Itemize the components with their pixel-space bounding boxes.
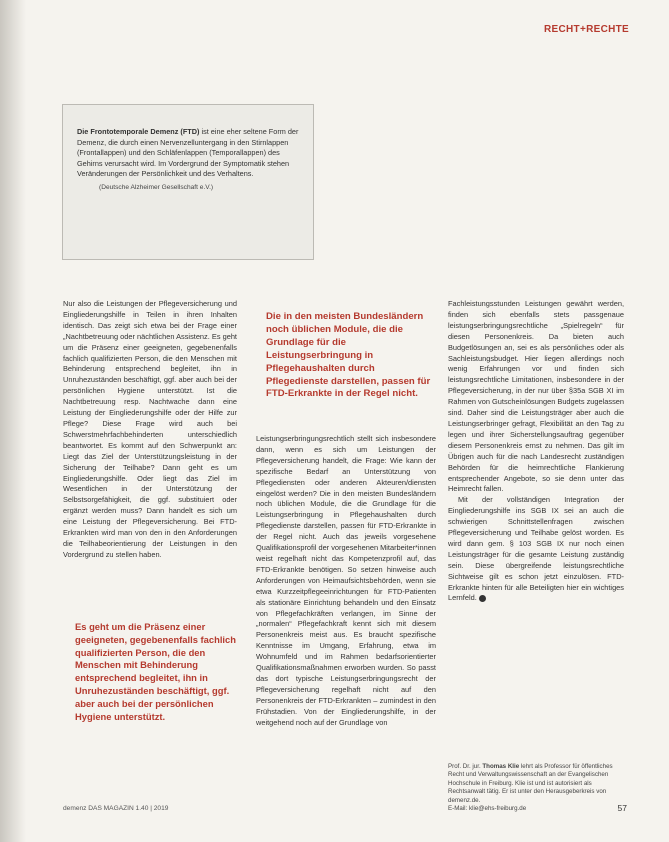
column-2-paragraph: Leistungserbringungsrechtlich stellt sich insbesondere dann, wenn es sich um Leistungen der Pflegeversicherung handelt, die Frage: Wie kann der spezifische Bedarf an Unterstützung von Pflegediensten oder anderen Akteuren/diensten eingelöst werden? Die in den meisten Bundesländern noch üblichen Module, die die Grundlage für die Leistungserbringung in Pflegehaushalten durch Pflegedienste darstellen, passen für FTD-Erkrankte in der Regel nicht. Auch das jeweils vorgesehene Qualifikationsprofil der vorgesehenen Mitarbeiter*innen weist regelhaft nicht das Kompetenzprofil auf, das FTD-Erkrankte benötigen. So setzen hinweise auch Anforderungen von Heimaufsichtsbehörden, wenn sie etwa Kurzzeitpflegeeinrichtungen für FTD-Patienten als stationäre Einrichtung behandeln und den Einsatz von Pflegefachkräften verlangen, im Sinne der „normalen“ Pflegefachkraft kennt sich mit diesem Personenkreis meist aus. Es braucht spezifische Kenntnisse im Umgang, Erfahrung, etwa im Wohnumfeld und im Rahmen bedarfsorientierter Qualifikationsmaßnahmen erworben wurden. So passt das dort typische Leistungserbringungsrecht der Pflegeversicherung regelhaft nicht auf den Personenkreis der FTD-Erkrankten – zumindest in den Frühstadien. Von der Eingliederungshilfe, in der weitgehend noch auf der Grundlage von — [256, 434, 436, 727]
author-lead: Prof. Dr. jur. — [448, 763, 483, 770]
section-label-right: RECHTE — [586, 24, 629, 35]
author-bio: lehrt als Professor für öffentliches Recht und Verwaltungswissenschaft an der Evangelischen Hochschule in Freiburg. Klie ist und ist autorisiert als Rechtsanwalt tätig. Er ist unter den Herausgeberkreis von demenz.de. — [448, 763, 613, 804]
author-name: Thomas Klie — [482, 763, 520, 770]
pull-quote-2: Es geht um die Präsenz einer geeigneten, gegebenenfalls fachlich qualifizierten Person, die den Menschen mit Behinderung entsprechend begleitet, ihn in Unruhezuständen beschäftigt, ggf. aber auch bei der persönlichen Hygiene unterstützt. — [75, 621, 236, 722]
text-column-2 — [256, 434, 436, 728]
column-3-paragraph-2-text: Mit der vollständigen Integration der Eingliederungshilfe ins SGB IX sei an auch die schwierigen Schnittstellenfragen zwischen Pflegeversicherung und Teilhabe gelöst worden. Es wird dann gem. § 103 SGB IX nur noch einen Leistungsträger für die gesamte Leistung zuständig sein. Diese übergreifende leistungsrechtliche Sichtweise gilt es schon jetzt einzulösen. FTD-Erkrankte hinten für alle Beteiligten hier ein wichtiges Lernfeld. — [448, 495, 624, 603]
definition-text — [77, 127, 303, 180]
page-gutter-shadow — [0, 0, 26, 842]
text-column-3 — [448, 299, 624, 604]
page-number: 57 — [617, 803, 627, 813]
column-1-paragraph: Nur also die Leistungen der Pflegeversicherung und Eingliederungshilfe in Teilen in ihren Inhalten identisch. Das zeigt sich etwa bei der Frage einer „Nachtbetreuung oder nächtlichen Assistenz. Es geht um die Präsenz einer geeigneten, gegebenenfalls fachlich qualifizierten Person, die den Menschen mit Behinderung entsprechend begleitet, ihn in Unruhezuständen beschäftigt, ggf. aber auch bei der persönlichen Hygiene unterstützt. Ist die Nachtbetreuung resp. Nachtwache dann eine Leistung der Eingliederungshilfe oder der Hilfe zur Pflege? Diese Frage wird auch bei Schwerstmehrfachbehinderten unterschiedlich beantwortet. Es kommt auf den Schwerpunkt an: Liegt das Ziel der Unterstützungsleistung in der Sicherung der Teilhabe? Dann geht es um Eingliederungshilfe. Oder liegt das Ziel im Wesentlichen in der Unterstützung der Selbstsorgefähigkeit, die ggf. substituiert oder ergänzt werden muss? Dann handelt es sich um eine Leistung der Pflegeversicherung. Bei FTD-Erkrankten wird man von den in den Anforderungen die Teilhabeorientierung der Leistungen in den Vordergrund zu stellen haben. — [63, 299, 237, 559]
definition-body: ist eine eher seltene Form der Demenz, die durch einen Nervenzelluntergang in den Stirnlappen (Frontallappen) und den Schläfenlappen (Temporallappen) des Gehirns verursacht wird. Im Vordergrund der Symptomatik stehen Veränderungen der Persönlichkeit und des Verhaltens. — [77, 127, 299, 179]
section-label-plus: + — [579, 24, 587, 35]
column-3-paragraph-2 — [448, 495, 624, 604]
author-note — [448, 763, 628, 813]
end-of-article-icon — [479, 595, 486, 602]
definition-box — [62, 104, 314, 260]
column-3-paragraph-1: Fachleistungsstunden Leistungen gewährt werden, finden sich ebenfalls stets passgenaue leistungserbringungsrechtliche „Spielregeln“ für diesen Personenkreis. Da bieten auch Budgetlösungen an, sei es als persönliches oder als Sachleistungsbudget. Hier liegen allerdings noch wenig Erfahrungen vor und finden sich leistungsrechtliche Limitationen, insbesondere in der Pflegeversicherung, in der nur über §35a SGB XI im Rahmen von Gutscheinlösungen Budgets zugelassen sind. Daher sind die Leistungsträger aber auch die Leistungserbringer gefragt, Flexibilität an den Tag zu legen und ihrer Sicherstellungsauftrag gegenüber diesem Personenkreis ernst zu nehmen. Das gilt im Übrigen auch für die nach Landesrecht zuständigen Behörden für die heimrechtliche Flankierung entsprechender Angebote, so sie denn unter das Heimrecht fallen. — [448, 299, 624, 494]
definition-term: Die Frontotemporale Demenz (FTD) — [77, 127, 200, 136]
section-label-left: RECHT — [543, 24, 580, 35]
author-email[interactable]: E-Mail: klie@ehs-freiburg.de — [448, 805, 527, 813]
definition-source: (Deutsche Alzheimer Gesellschaft e.V.) — [99, 183, 214, 191]
pull-quote-1: Die in den meisten Bundesländern noch üblichen Module, die die Grundlage für die Leistungserbringung in Pflegehaushalten durch Pflegedienste darstellen, passen für FTD-Erkrankte in der Regel nicht. — [266, 311, 431, 400]
footer-issue: demenz DAS MAGAZIN 1.40 | 2019 — [63, 805, 169, 812]
text-column-1 — [63, 299, 237, 561]
section-label — [544, 24, 629, 35]
